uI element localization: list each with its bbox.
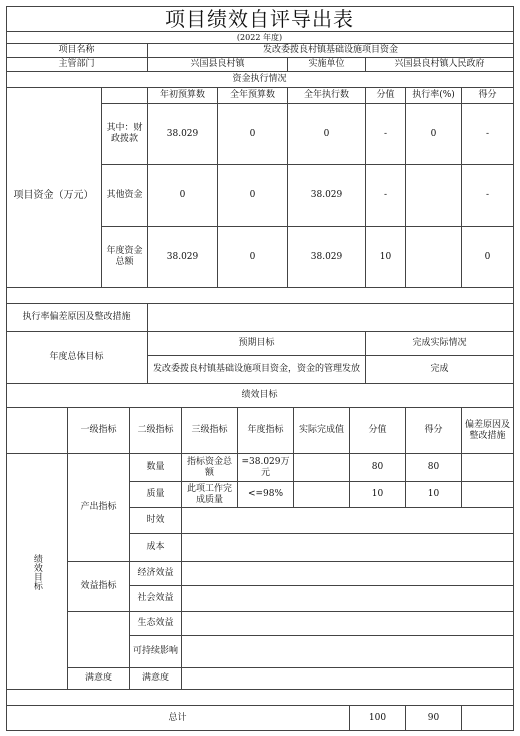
actual-value xyxy=(294,482,350,508)
level2: 时效 xyxy=(130,508,182,534)
total-got: 90 xyxy=(406,706,462,731)
level2: 数量 xyxy=(130,454,182,482)
perf-header-0: 一级指标 xyxy=(68,408,130,454)
fund-section-title: 资金执行情况 xyxy=(6,72,514,88)
fund-header-2: 全年执行数 xyxy=(288,88,366,104)
fund-cell: 0 xyxy=(288,104,366,165)
empty-row xyxy=(182,668,514,690)
fund-header-1: 全年预算数 xyxy=(218,88,288,104)
deviation-label: 执行率偏差原因及整改措施 xyxy=(6,304,148,332)
fund-row-label: 其他资金 xyxy=(102,165,148,227)
fund-cell: 38.029 xyxy=(148,227,218,288)
expected-goal-label: 预期目标 xyxy=(148,332,366,356)
level3: 此项工作完成质量 xyxy=(182,482,238,508)
dev xyxy=(462,454,514,482)
annual-goal-label: 年度总体目标 xyxy=(6,332,148,384)
project-name: 发改委拨良村镇基础设施项目资金 xyxy=(148,44,514,58)
empty-row xyxy=(182,562,514,586)
blank-row xyxy=(6,288,514,304)
fund-cell: 0 xyxy=(148,165,218,227)
empty-row xyxy=(182,636,514,668)
fund-header-5: 得分 xyxy=(462,88,514,104)
annual-target: <=98% xyxy=(238,482,294,508)
dept-label: 主管部门 xyxy=(6,58,148,72)
fund-cell: - xyxy=(462,104,514,165)
level3: 指标资金总额 xyxy=(182,454,238,482)
fund-cell: 0 xyxy=(218,104,288,165)
level2: 生态效益 xyxy=(130,612,182,636)
got: 80 xyxy=(406,454,462,482)
unit-label: 实施单位 xyxy=(288,58,366,72)
score: 80 xyxy=(350,454,406,482)
fund-row-label: 年度资金总额 xyxy=(102,227,148,288)
fund-cell: 0 xyxy=(218,165,288,227)
dev xyxy=(462,482,514,508)
perf-header-7: 偏差原因及整改措施 xyxy=(462,408,514,454)
fund-cell: - xyxy=(366,165,406,227)
level1-satisfaction: 满意度 xyxy=(68,668,130,690)
fund-row-label: 其中：财政拨款 xyxy=(102,104,148,165)
perf-header-5: 分值 xyxy=(350,408,406,454)
fund-cell: 10 xyxy=(366,227,406,288)
level2: 社会效益 xyxy=(130,586,182,612)
dept-value: 兴国县良村镇 xyxy=(148,58,288,72)
fund-cell: 0 xyxy=(462,227,514,288)
got: 10 xyxy=(406,482,462,508)
total-score: 100 xyxy=(350,706,406,731)
fund-cell: 0 xyxy=(218,227,288,288)
expected-goal: 发改委拨良村镇基础设施项目资金，资金的管理发放 xyxy=(148,356,366,384)
fund-header-4: 执行率(%) xyxy=(406,88,462,104)
empty-row xyxy=(182,586,514,612)
fund-cell xyxy=(406,227,462,288)
level2: 成本 xyxy=(130,534,182,562)
empty-row xyxy=(182,612,514,636)
level2: 经济效益 xyxy=(130,562,182,586)
actual-value: 完成 xyxy=(366,356,514,384)
fund-header-0: 年初预算数 xyxy=(148,88,218,104)
fund-cell: - xyxy=(366,104,406,165)
fund-cell: 38.029 xyxy=(288,165,366,227)
total-label: 总计 xyxy=(6,706,350,731)
perf-section-title: 绩效目标 xyxy=(6,384,514,408)
perf-header-6: 得分 xyxy=(406,408,462,454)
actual-value xyxy=(294,454,350,482)
fund-label: 项目资金（万元） xyxy=(6,104,102,288)
empty-row xyxy=(182,534,514,562)
level2: 质量 xyxy=(130,482,182,508)
perf-header-blank xyxy=(6,408,68,454)
deviation-value xyxy=(148,304,514,332)
annual-target: =38.029万元 xyxy=(238,454,294,482)
fund-cell: 38.029 xyxy=(148,104,218,165)
fund-label-top xyxy=(6,88,102,104)
fund-cell: - xyxy=(462,165,514,227)
unit-value: 兴国县良村镇人民政府 xyxy=(366,58,514,72)
project-name-label: 项目名称 xyxy=(6,44,148,58)
perf-header-3: 年度指标 xyxy=(238,408,294,454)
actual-label: 完成实际情况 xyxy=(366,332,514,356)
perf-side-text: 绩效目标 xyxy=(31,553,42,590)
level2: 可持续影响 xyxy=(130,636,182,668)
level2: 满意度 xyxy=(130,668,182,690)
score: 10 xyxy=(350,482,406,508)
perf-header-4: 实际完成值 xyxy=(294,408,350,454)
fund-header-3: 分值 xyxy=(366,88,406,104)
total-dev xyxy=(462,706,514,731)
page-title: 项目绩效自评导出表 xyxy=(6,6,514,32)
year-label: (2022 年度) xyxy=(6,32,514,44)
blank-row xyxy=(6,690,514,706)
perf-header-2: 三级指标 xyxy=(182,408,238,454)
level1-benefit: 效益指标 xyxy=(68,562,130,612)
fund-header-blank xyxy=(102,88,148,104)
perf-header-1: 二级指标 xyxy=(130,408,182,454)
fund-cell: 38.029 xyxy=(288,227,366,288)
level1-output: 产出指标 xyxy=(68,454,130,562)
fund-cell: 0 xyxy=(406,104,462,165)
empty-row xyxy=(182,508,514,534)
fund-cell xyxy=(406,165,462,227)
